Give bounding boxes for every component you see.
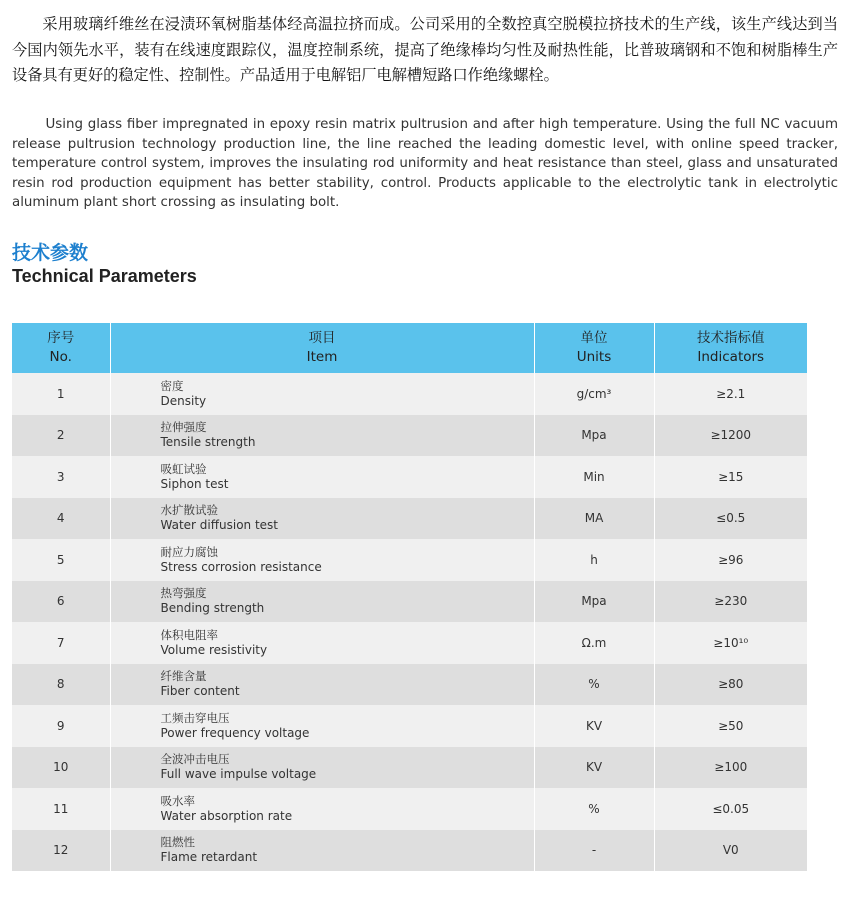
row-item-en: Density [160, 393, 207, 408]
row-unit: Mpa [534, 581, 654, 623]
technical-parameters-table [12, 323, 807, 871]
row-indicator: ≤0.05 [654, 788, 807, 830]
table-row [12, 373, 807, 415]
row-indicator: V0 [654, 830, 807, 872]
row-item-en: Bending strength [160, 601, 265, 616]
row-indicator: ≥1200 [654, 415, 807, 457]
table-row [12, 581, 807, 623]
row-item [110, 747, 534, 789]
table-header [12, 323, 807, 373]
row-unit: Ω.m [534, 622, 654, 664]
table-row [12, 415, 807, 457]
row-item-en: Power frequency voltage [160, 725, 310, 740]
row-number: 12 [12, 830, 110, 872]
row-item-en: Siphon test [160, 476, 229, 491]
header-units [534, 323, 654, 373]
row-unit: h [534, 539, 654, 581]
row-item-en: Flame retardant [160, 850, 258, 865]
row-item-cn: 密度 [160, 378, 184, 393]
row-item-cn: 吸水率 [160, 793, 195, 808]
table-row [12, 788, 807, 830]
intro-chinese-paragraph: 采用玻璃纤维丝在浸渍环氧树脂基体经高温拉挤而成。公司采用的全数控真空脱模拉挤技术的生产线，该生产线达到当今国内领先水平，装有在线速度跟踪仪，温度控制系统，提高了绝缘棒均匀性及耐热性能，比普玻璃钢和不饱和树脂棒生产设备具有更好的稳定性、控制性。产品适用于电解铝厂电解槽短路口作绝缘螺栓。 [12, 15, 838, 84]
table-row [12, 664, 807, 706]
row-indicator: ≥10¹⁰ [654, 622, 807, 664]
row-item-cn: 纤维含量 [160, 669, 207, 684]
header-item [110, 323, 534, 373]
header-units-cn: 单位 [580, 330, 608, 346]
row-unit: KV [534, 705, 654, 747]
row-item-en: Full wave impulse voltage [160, 767, 317, 782]
row-indicator: ≥230 [654, 581, 807, 623]
table-row [12, 498, 807, 540]
table-row [12, 747, 807, 789]
row-indicator: ≥100 [654, 747, 807, 789]
row-number: 6 [12, 581, 110, 623]
row-indicator: ≥80 [654, 664, 807, 706]
header-units-en: Units [576, 349, 612, 365]
row-item [110, 373, 534, 415]
header-item-en: Item [306, 349, 338, 365]
row-item-cn: 体积电阻率 [160, 627, 218, 642]
header-indicators-cn: 技术指标值 [697, 330, 765, 346]
row-unit: Mpa [534, 415, 654, 457]
header-no-en: No. [49, 349, 72, 365]
row-unit: - [534, 830, 654, 872]
header-no [12, 323, 110, 373]
row-unit: KV [534, 747, 654, 789]
row-indicator: ≥2.1 [654, 373, 807, 415]
header-indicators-en: Indicators [697, 349, 765, 365]
row-unit: Min [534, 456, 654, 498]
row-item [110, 498, 534, 540]
table-row [12, 622, 807, 664]
row-item-cn: 拉伸强度 [160, 420, 207, 435]
row-indicator: ≥50 [654, 705, 807, 747]
table-row [12, 830, 807, 872]
section-title-chinese: 技术参数 [12, 242, 89, 264]
row-item-en: Stress corrosion resistance [160, 559, 322, 574]
row-item-cn: 热弯强度 [160, 586, 207, 601]
row-item [110, 705, 534, 747]
row-unit: g/cm³ [534, 373, 654, 415]
row-item-cn: 吸虹试验 [160, 461, 207, 476]
row-number: 5 [12, 539, 110, 581]
section-title-english: Technical Parameters [12, 266, 197, 286]
row-item-cn: 全波冲击电压 [160, 752, 230, 767]
header-indicators [654, 323, 807, 373]
row-item-en: Water absorption rate [160, 808, 293, 823]
row-unit: % [534, 788, 654, 830]
row-unit: MA [534, 498, 654, 540]
row-indicator: ≥15 [654, 456, 807, 498]
row-indicator: ≤0.5 [654, 498, 807, 540]
row-number: 1 [12, 373, 110, 415]
row-item [110, 830, 534, 872]
table-row [12, 705, 807, 747]
table-row [12, 539, 807, 581]
row-item [110, 664, 534, 706]
row-item [110, 788, 534, 830]
row-item-cn: 水扩散试验 [160, 503, 218, 518]
row-item [110, 622, 534, 664]
row-number: 2 [12, 415, 110, 457]
row-number: 9 [12, 705, 110, 747]
row-number: 11 [12, 788, 110, 830]
table-body [12, 373, 807, 871]
row-number: 4 [12, 498, 110, 540]
row-item-cn: 阻燃性 [160, 835, 195, 850]
row-number: 10 [12, 747, 110, 789]
header-no-cn: 序号 [47, 330, 75, 346]
row-number: 7 [12, 622, 110, 664]
row-item-en: Tensile strength [160, 435, 256, 450]
row-number: 8 [12, 664, 110, 706]
row-item-cn: 耐应力腐蚀 [160, 544, 218, 559]
row-item [110, 581, 534, 623]
table-row [12, 456, 807, 498]
row-item [110, 456, 534, 498]
row-item [110, 415, 534, 457]
row-item-cn: 工频击穿电压 [160, 710, 230, 725]
header-row [12, 323, 807, 373]
row-indicator: ≥96 [654, 539, 807, 581]
header-item-cn: 项目 [308, 330, 336, 346]
row-item-en: Volume resistivity [160, 642, 268, 657]
row-item [110, 539, 534, 581]
row-number: 3 [12, 456, 110, 498]
row-item-en: Fiber content [160, 684, 240, 699]
row-item-en: Water diffusion test [160, 518, 279, 533]
intro-english-paragraph: Using glass fiber impregnated in epoxy resin matrix pultrusion and after high temperature. Using the full NC vacuum release pultrusion technology production line, the line reached the leading domestic level, with online speed tracker, temperature control system, improves the insulating rod uniformity and heat resistance than steel, glass and unsaturated resin rod production equipment has better stability, control. Products applicable to the electrolytic tank in electrolytic aluminum plant short crossing as insulating bolt. [12, 117, 838, 211]
row-unit: % [534, 664, 654, 706]
